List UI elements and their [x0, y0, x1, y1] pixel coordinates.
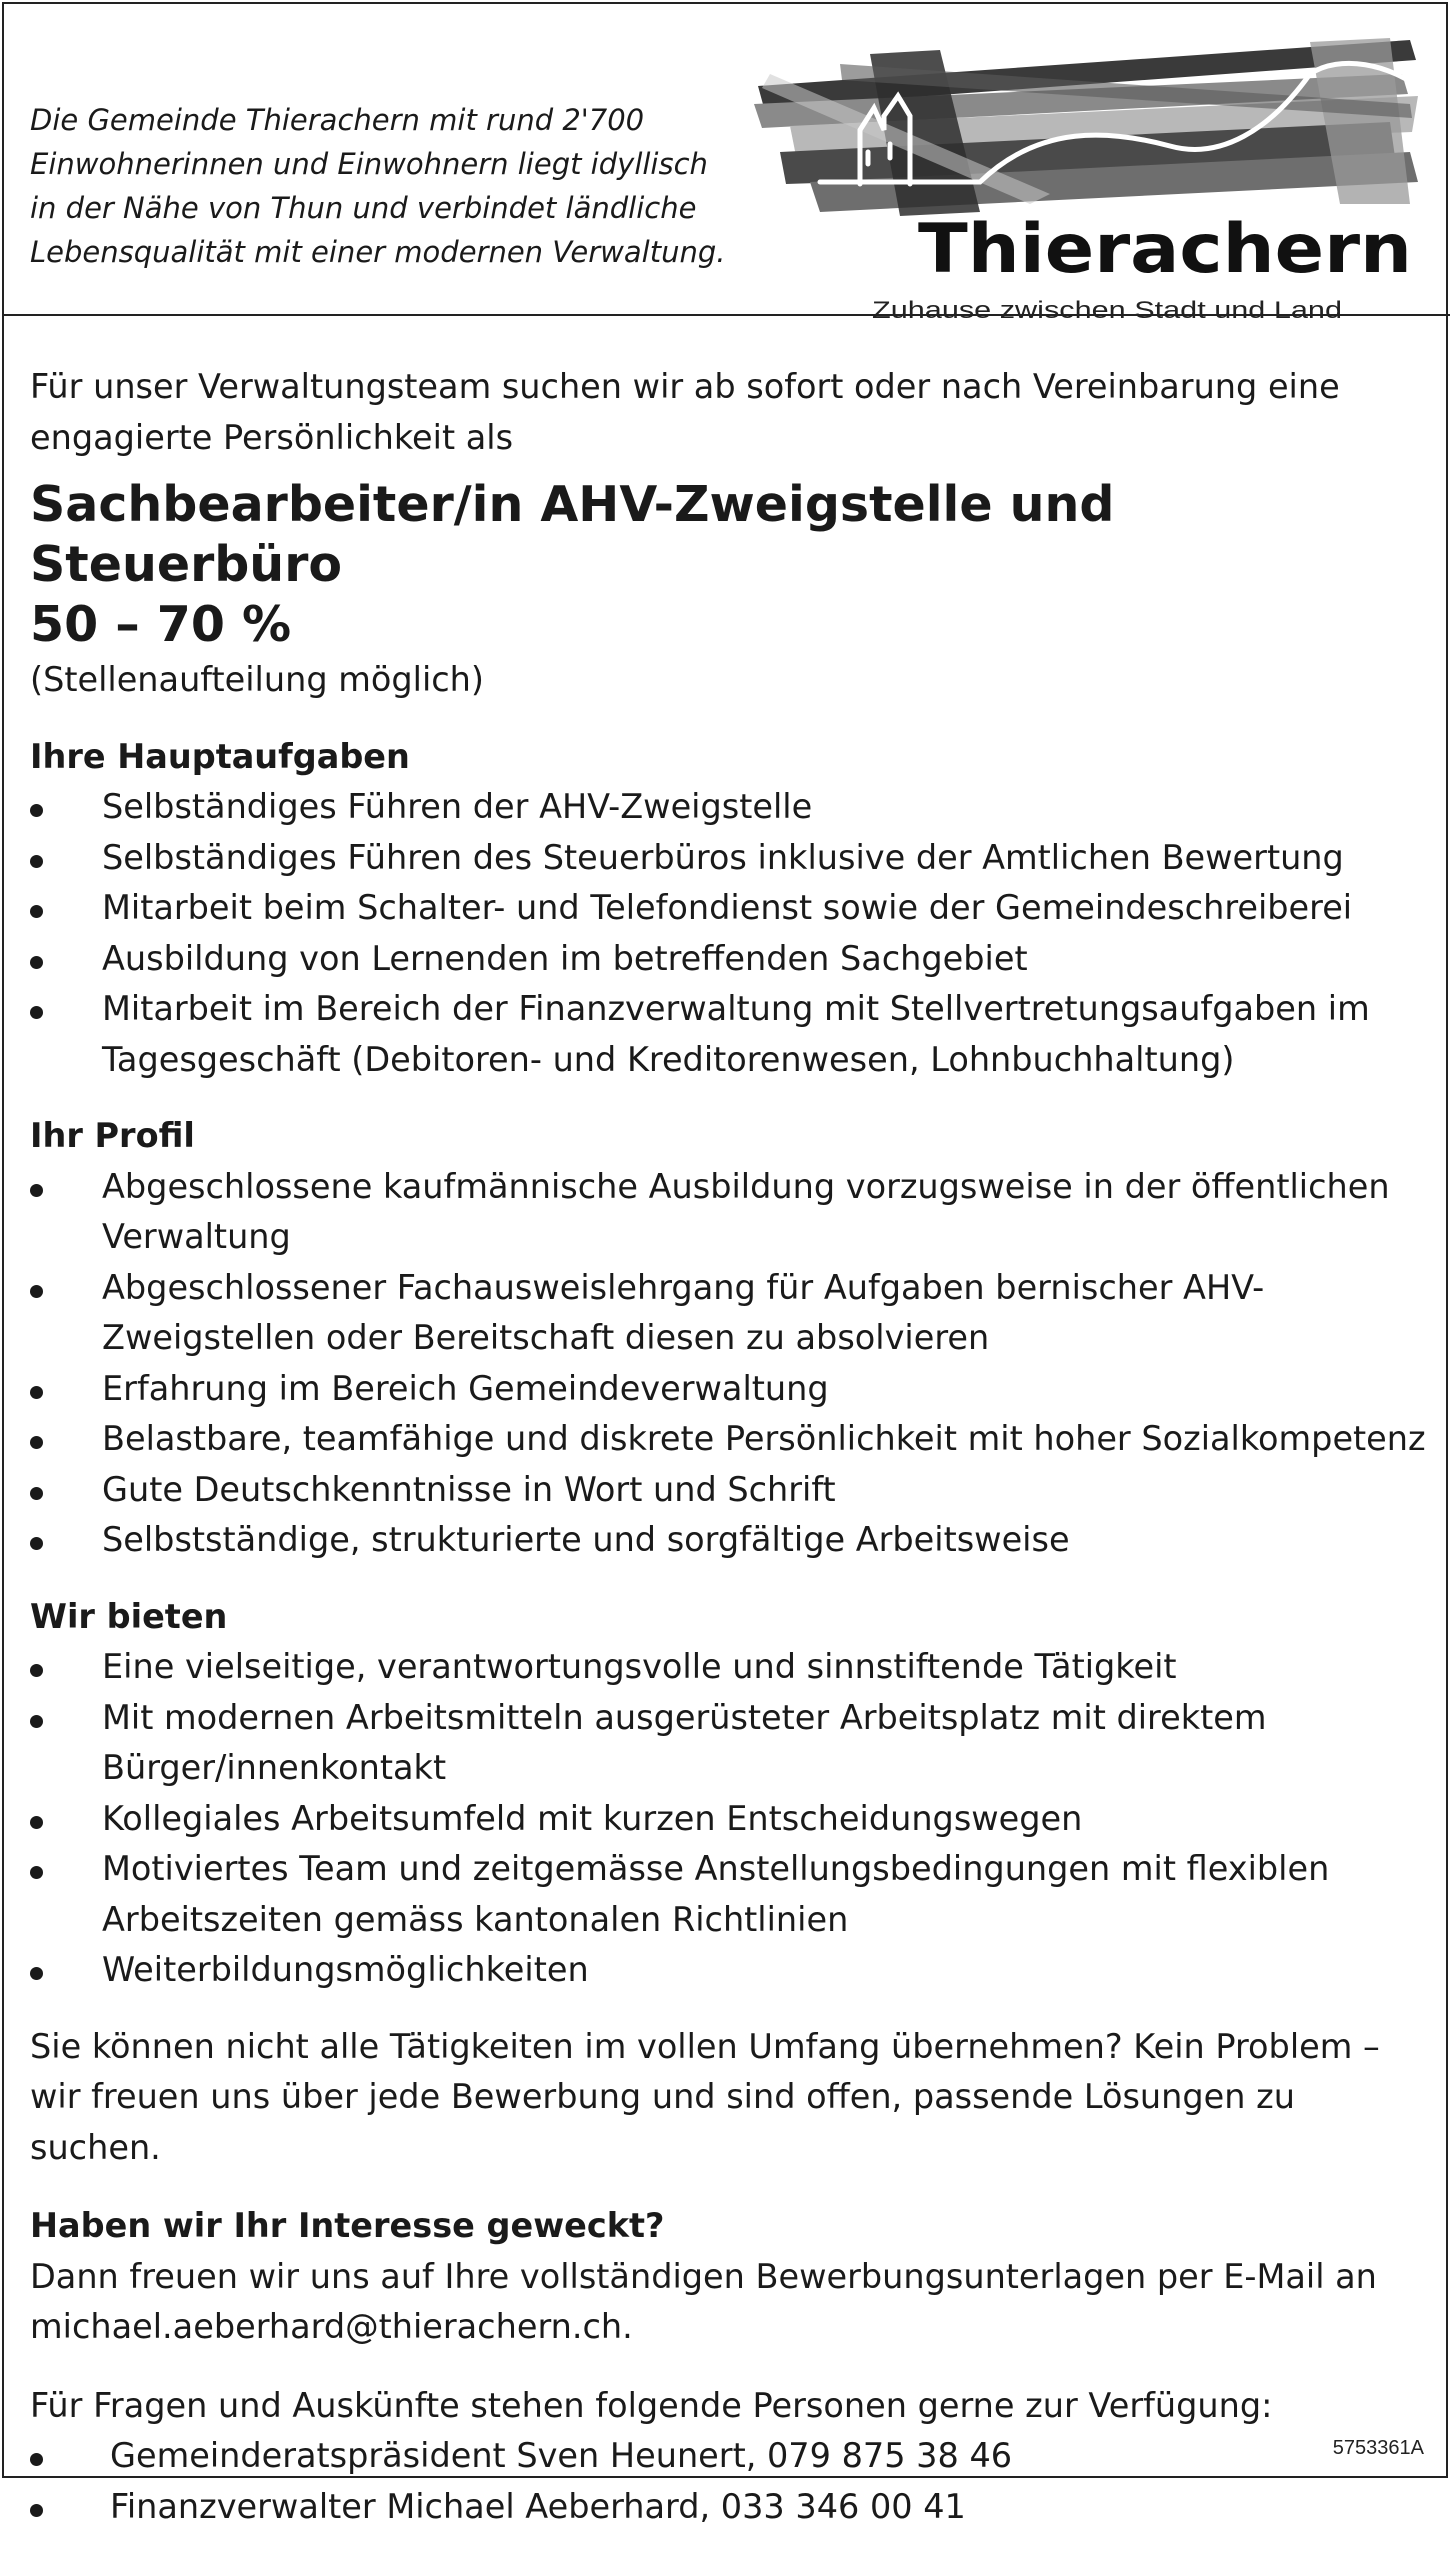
list-item: Ausbildung von Lernenden im betreffenden Sachgebiet: [30, 934, 1430, 985]
list-item: Abgeschlossener Fachausweislehrgang für Aufgaben bernischer AHV-Zweigstellen oder Bereitschaft diesen zu absolvieren: [30, 1263, 1430, 1364]
section-heading-profile: Ihr Profil: [30, 1116, 195, 1155]
list-item: Gemeinderatspräsident Sven Heunert, 079 875 38 46: [30, 2431, 1430, 2482]
list-item: Selbständiges Führen der AHV-Zweigstelle: [30, 782, 1430, 833]
bullet-icon: [30, 1816, 43, 1829]
header: [4, 4, 1450, 324]
list-item: Selbstständige, strukturierte und sorgfältige Arbeitsweise: [30, 1515, 1430, 1566]
bullet-icon: [30, 1285, 43, 1298]
thierachern-logo: [750, 34, 1430, 324]
offer-list: [30, 1642, 1430, 1996]
list-item: Mitarbeit beim Schalter- und Telefondienst sowie der Gemeindeschreiberei: [30, 883, 1430, 934]
list-item: Gute Deutschkenntnisse in Wort und Schrift: [30, 1465, 1430, 1516]
bullet-icon: [30, 1664, 43, 1677]
list-item: Mitarbeit im Bereich der Finanzverwaltung mit Stellvertretungsaufgaben im Tagesgeschäft (Debitoren- und Kreditorenwesen, Lohnbuchhaltung): [30, 984, 1430, 1085]
list-item: Kollegiales Arbeitsumfeld mit kurzen Entscheidungswegen: [30, 1794, 1430, 1845]
list-item: Finanzverwalter Michael Aeberhard, 033 346 00 41: [30, 2482, 1430, 2533]
bullet-icon: [30, 1967, 43, 1980]
logo-tagline: Zuhause zwischen Stadt und Land: [872, 297, 1342, 324]
list-item: Eine vielseitige, verantwortungsvolle und sinnstiftende Tätigkeit: [30, 1642, 1430, 1693]
bullet-icon: [30, 1537, 43, 1550]
bullet-icon: [30, 1184, 43, 1197]
reference-number: 5753361A: [1332, 2437, 1424, 2459]
interest-heading: Haben wir Ihr Interesse geweckt?: [30, 2206, 665, 2245]
list-item: Weiterbildungsmöglichkeiten: [30, 1945, 1430, 1996]
intro-text: Die Gemeinde Thierachern mit rund 2'700 Einwohnerinnen und Einwohnern liegt idyllisch in der Nähe von Thun und verbindet ländliche Lebensqualität mit einer modernen Verwaltung.: [30, 103, 726, 269]
tasks-list: [30, 782, 1430, 1085]
bullet-icon: [30, 905, 43, 918]
lead-text: Für unser Verwaltungsteam suchen wir ab sofort oder nach Vereinbarung eine engagierte Persönlichkeit als: [30, 367, 1340, 457]
bullet-icon: [30, 1866, 43, 1879]
bullet-icon: [30, 1386, 43, 1399]
list-item: Motiviertes Team und zeitgemässe Anstellungsbedingungen mit flexiblen Arbeitszeiten gemäss kantonalen Richtlinien: [30, 1844, 1430, 1945]
list-item: Mit modernen Arbeitsmitteln ausgerüsteter Arbeitsplatz mit direktem Bürger/innenkontakt: [30, 1693, 1430, 1794]
ad-frame: [2, 2, 1448, 2526]
bullet-icon: [30, 1006, 43, 1019]
closing-text: Sie können nicht alle Tätigkeiten im vollen Umfang übernehmen? Kein Problem – wir freuen uns über jede Bewerbung und sind offen, passende Lösungen zu suchen.: [30, 2026, 1380, 2167]
bullet-icon: [30, 956, 43, 969]
section-heading-offer: Wir bieten: [30, 1596, 228, 1636]
list-item: Selbständiges Führen des Steuerbüros inklusive der Amtlichen Bewertung: [30, 833, 1430, 884]
section-heading-tasks: Ihre Hauptaufgaben: [30, 736, 410, 776]
bullet-icon: [30, 1436, 43, 1449]
bullet-icon: [30, 804, 43, 817]
bullet-icon: [30, 855, 43, 868]
bullet-icon: [30, 2453, 43, 2466]
contacts-intro: Für Fragen und Auskünfte stehen folgende Personen gerne zur Verfügung:: [30, 2385, 1273, 2425]
list-item: Abgeschlossene kaufmännische Ausbildung vorzugsweise in der öffentlichen Verwaltung: [30, 1162, 1430, 1263]
interest-text: Dann freuen wir uns auf Ihre vollständigen Bewerbungsunterlagen per E-Mail an michael.aeberhard@thierachern.ch.: [30, 2256, 1377, 2346]
logo-brush-strokes: [754, 38, 1418, 216]
list-item: Erfahrung im Bereich Gemeindeverwaltung: [30, 1364, 1430, 1415]
main-content: [30, 362, 1430, 2558]
job-percentage: 50 – 70 %: [30, 596, 292, 653]
bullet-icon: [30, 1487, 43, 1500]
job-subtitle: (Stellenaufteilung möglich): [30, 660, 484, 699]
list-item: Belastbare, teamfähige und diskrete Persönlichkeit mit hoher Sozialkompetenz: [30, 1414, 1430, 1465]
bullet-icon: [30, 1715, 43, 1728]
bullet-icon: [30, 2504, 43, 2517]
profile-list: [30, 1162, 1430, 1566]
logo-name: Thierachern: [918, 210, 1412, 289]
job-title: Sachbearbeiter/in AHV-Zweigstelle und Steuerbüro: [30, 476, 1115, 593]
